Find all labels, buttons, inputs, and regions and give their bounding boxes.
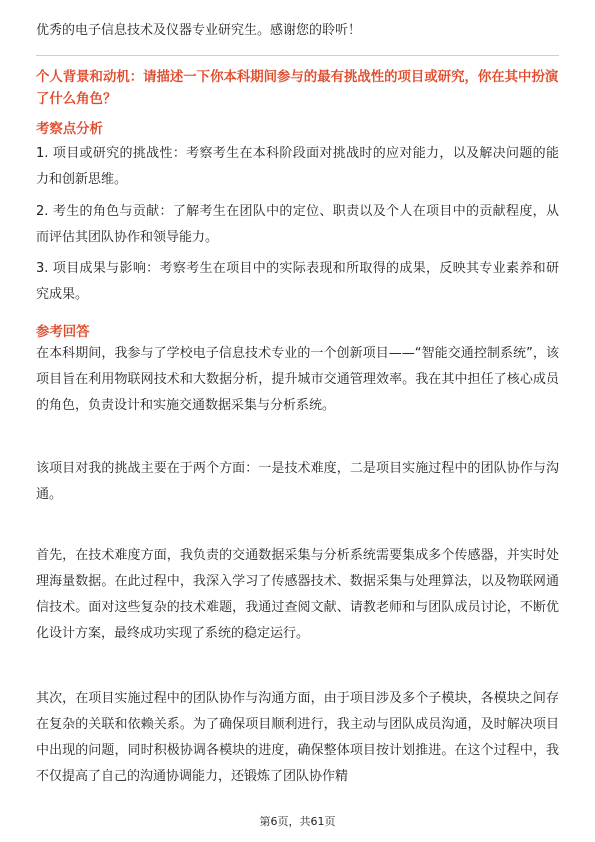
interview-question: 个人背景和动机：请描述一下你本科期间参与的最有挑战性的项目或研究，你在其中扮演了什么角色？ xyxy=(36,70,559,107)
analysis-point: 3. 项目成果与影响：考察考生在项目中的实际表现和所取得的成果，反映其专业素养和研究成果。 xyxy=(36,261,559,302)
analysis-point: 2. 考生的角色与贡献：了解考生在团队中的定位、职责以及个人在项目中的贡献程度，从而评估其团队协作和领导能力。 xyxy=(36,204,559,245)
analysis-heading: 考察点分析 xyxy=(36,122,103,137)
answer-paragraph: 其次，在项目实施过程中的团队协作与沟通方面，由于项目涉及多个子模块，各模块之间存在复杂的关联和依赖关系。为了确保项目顺利进行，我主动与团队成员沟通，及时解决项目中出现的问题，同时积极协调各模块的进度，确保整体项目按计划推进。在这个过程中，我不仅提高了自己的沟通协调能力，还锻炼了团队协作精 xyxy=(36,691,559,784)
answer-paragraph: 首先，在技术难度方面，我负责的交通数据采集与分析系统需要集成多个传感器，并实时处理海量数据。在此过程中，我深入学习了传感器技术、数据采集与处理算法，以及物联网通信技术。面对这些复杂的技术难题，我通过查阅文献、请教老师和与团队成员讨论，不断优化设计方案，最终成功实现了系统的稳定运行。 xyxy=(36,548,559,641)
answer-paragraph: 在本科期间，我参与了学校电子信息技术专业的一个创新项目——“智能交通控制系统”，该项目旨在利用物联网技术和大数据分析，提升城市交通管理效率。我在其中担任了核心成员的角色，负责设计和实施交通数据采集与分析系统。 xyxy=(36,346,559,413)
page-number-footer: 第6页，共61页 xyxy=(259,815,336,828)
analysis-point: 1. 项目或研究的挑战性：考察考生在本科阶段面对挑战时的应对能力，以及解决问题的能力和创新思维。 xyxy=(36,146,559,187)
answer-heading: 参考回答 xyxy=(36,325,90,340)
answer-paragraph: 该项目对我的挑战主要在于两个方面：一是技术难度，二是项目实施过程中的团队协作与沟通。 xyxy=(36,461,559,502)
intro-closing-line: 优秀的电子信息技术及仪器专业研究生。感谢您的聆听！ xyxy=(36,23,362,38)
section-divider xyxy=(36,55,559,56)
